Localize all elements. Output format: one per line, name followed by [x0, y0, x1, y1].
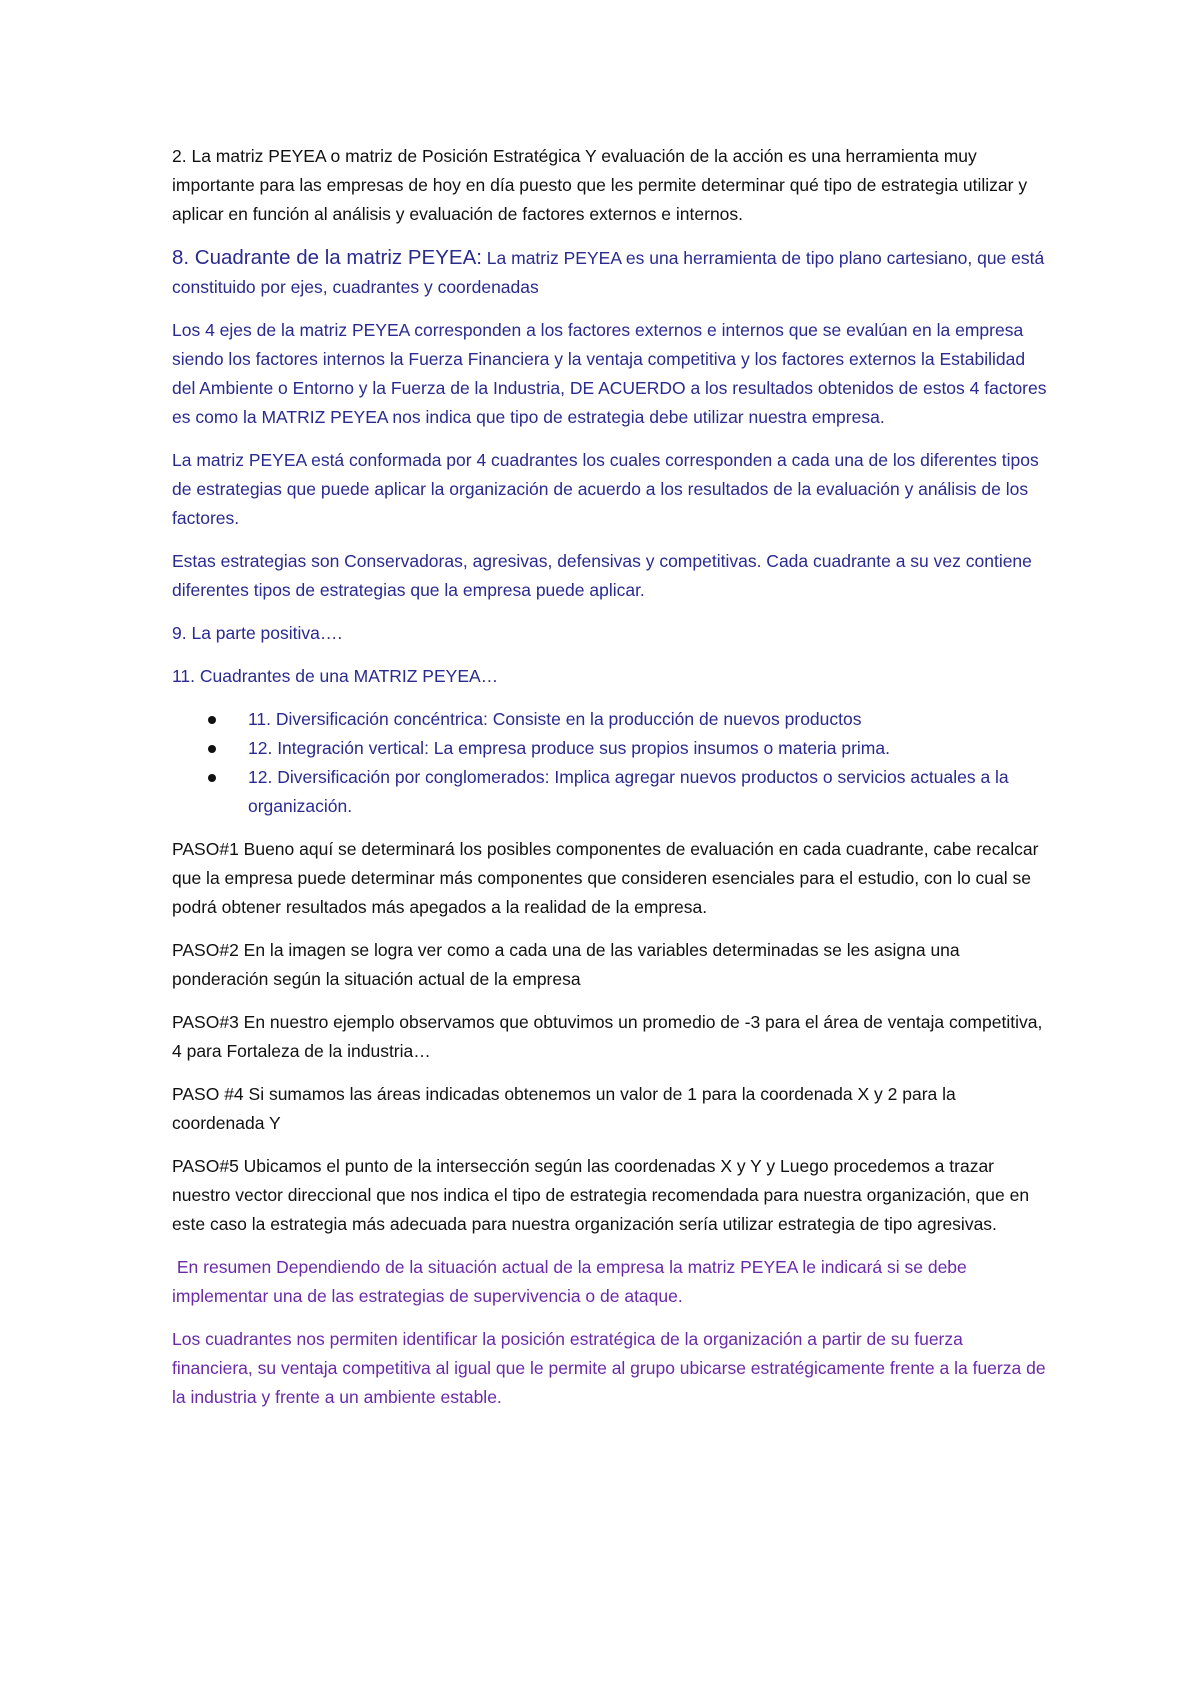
section-8-heading: 8. Cuadrante de la matriz PEYEA:: [172, 246, 482, 269]
paragraph-9: 9. La parte positiva….: [172, 623, 343, 643]
paso-3: PASO#3 En nuestro ejemplo observamos que obtuvimos un promedio de -3 para el área de ventaja competitiva, 4 para Fortaleza de la industria…: [172, 1012, 1043, 1061]
paso-4: PASO #4 Si sumamos las áreas indicadas obtenemos un valor de 1 para la coordenada X y 2 para la coordenada Y: [172, 1084, 956, 1133]
section-8-intro-text: La matriz PEYEA es una herramienta de tipo plano cartesiano, que está constituido por ejes, cuadrantes y coordenadas: [172, 248, 1045, 297]
bullet-text: 11. Diversificación concéntrica: Consiste en la producción de nuevos productos: [248, 709, 862, 729]
paragraph-ejes: Los 4 ejes de la matriz PEYEA corresponden a los factores externos e internos que se evalúan en la empresa siendo los factores internos la Fuerza Financiera y la ventaja competitiva y los factores externos la Estabilidad del Ambiente o Entorno y la Fuerza de la Industria, DE ACUERDO a los resultados obtenidos de estos 4 factores es como la MATRIZ PEYEA nos indica que tipo de estrategia debe utilizar nuestra empresa.: [172, 320, 1047, 427]
resumen-paragraph: En resumen Dependiendo de la situación actual de la empresa la matriz PEYEA le indicará si se debe implementar una de las estrategias de supervivencia o de ataque.: [172, 1257, 972, 1306]
conclusion-paragraph: Los cuadrantes nos permiten identificar la posición estratégica de la organización a partir de su fuerza financiera, su ventaja competitiva al igual que le permite al grupo ubicarse estratégicamente frente a la fuerza de la industria y frente a un ambiente estable.: [172, 1329, 1046, 1407]
paragraph-estrategias: Estas estrategias son Conservadoras, agresivas, defensivas y competitivas. Cada cuadrante a su vez contiene diferentes tipos de estrategias que la empresa puede aplicar.: [172, 551, 1032, 600]
strategy-bullet-list: [172, 705, 1047, 821]
section-8-intro: [172, 243, 1047, 302]
list-item: [172, 763, 1047, 821]
list-item: [172, 705, 1047, 734]
paragraph-11: 11. Cuadrantes de una MATRIZ PEYEA…: [172, 666, 499, 686]
paso-5: PASO#5 Ubicamos el punto de la intersección según las coordenadas X y Y y Luego procedemos a trazar nuestro vector direccional que nos indica el tipo de estrategia recomendada para nuestra organización, que en este caso la estrategia más adecuada para nuestra organización sería utilizar estrategia de tipo agresivas.: [172, 1156, 1030, 1234]
paragraph-2: 2. La matriz PEYEA o matriz de Posición Estratégica Y evaluación de la acción es una herramienta muy importante para las empresas de hoy en día puesto que les permite determinar qué tipo de estrategia utilizar y aplicar en función al análisis y evaluación de factores externos e internos.: [172, 146, 1028, 224]
bullet-icon: [208, 774, 216, 782]
bullet-text: 12. Diversificación por conglomerados: Implica agregar nuevos productos o servicios actuales a la organización.: [248, 767, 1009, 816]
list-item: [172, 734, 1047, 763]
paso-1: PASO#1 Bueno aquí se determinará los posibles componentes de evaluación en cada cuadrante, cabe recalcar que la empresa puede determinar más componentes que consideren esenciales para el estudio, con lo cual se podrá obtener resultados más apegados a la realidad de la empresa.: [172, 839, 1039, 917]
bullet-text: 12. Integración vertical: La empresa produce sus propios insumos o materia prima.: [248, 738, 890, 758]
paso-2: PASO#2 En la imagen se logra ver como a cada una de las variables determinadas se les asigna una ponderación según la situación actual de la empresa: [172, 940, 960, 989]
document-body: [172, 142, 1047, 1426]
bullet-icon: [208, 716, 216, 724]
paragraph-cuadrantes: La matriz PEYEA está conformada por 4 cuadrantes los cuales corresponden a cada una de los diferentes tipos de estrategias que puede aplicar la organización de acuerdo a los resultados de la evaluación y análisis de los factores.: [172, 450, 1039, 528]
bullet-icon: [208, 745, 216, 753]
